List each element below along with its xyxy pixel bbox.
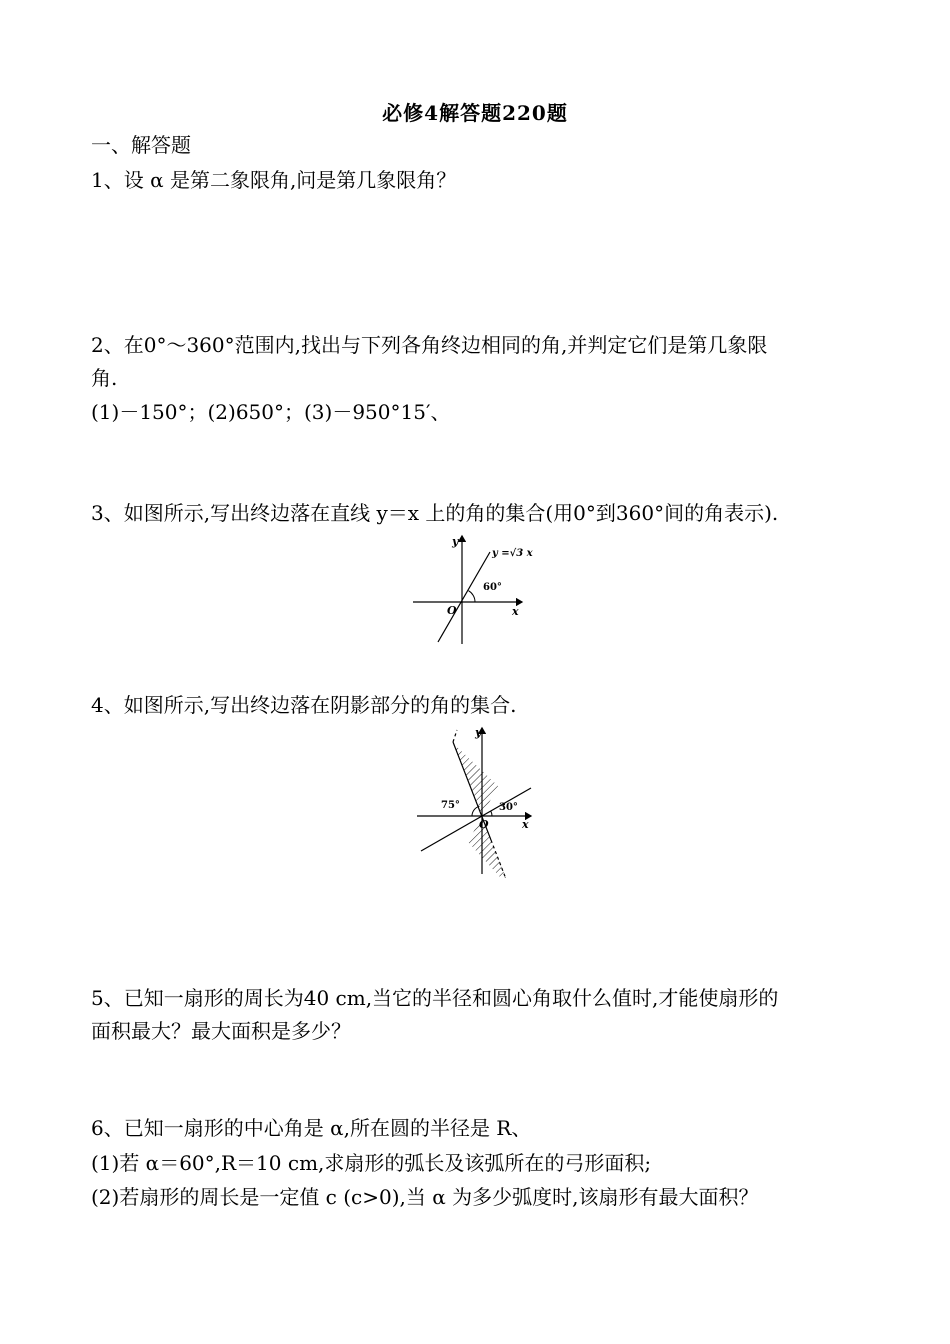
- y-axis-label: y: [452, 535, 459, 548]
- question-6-line-1: 6、已知一扇形的中心角是 α,所在圆的半径是 R、: [91, 1116, 532, 1140]
- line-y-sqrt3x: [438, 552, 490, 642]
- question-2-line-2: 角.: [91, 366, 118, 390]
- x-axis-label: x: [522, 818, 529, 831]
- figure-q4-shaded-region: [413, 722, 541, 878]
- page-title: 必修4解答题220题: [382, 101, 568, 125]
- figure-q3-coordinate-plane: [405, 530, 535, 648]
- boundary-line-75-dashed-top: [453, 730, 457, 742]
- angle-label-30: 30°: [499, 802, 518, 813]
- question-2-line-3: (1)－150°；(2)650°；(3)－950°15′、: [91, 400, 451, 424]
- angle-label: 60°: [483, 582, 502, 593]
- y-axis-label: y: [475, 726, 482, 739]
- question-1: 1、设 α 是第二象限角,问是第几象限角？: [91, 168, 457, 192]
- question-4: 4、如图所示,写出终边落在阴影部分的角的集合.: [91, 693, 517, 717]
- question-2-line-1: 2、在0°～360°范围内,找出与下列各角终边相同的角,并判定它们是第几象限: [91, 333, 768, 357]
- question-5-line-1: 5、已知一扇形的周长为40 cm,当它的半径和圆心角取什么值时,才能使扇形的: [91, 986, 779, 1010]
- angle-arc-30: [491, 811, 492, 816]
- shaded-region-lower: [468, 816, 510, 878]
- origin-label: O: [447, 604, 457, 617]
- origin-label: O: [479, 818, 489, 831]
- shaded-region-upper: [454, 744, 498, 816]
- question-6-line-2: (1)若 α＝60°,R＝10 cm,求扇形的弧长及该弧所在的弓形面积;: [91, 1151, 652, 1175]
- line-label: y =√3 x: [492, 548, 533, 559]
- question-3: 3、如图所示,写出终边落在直线 y＝x 上的角的集合(用0°到360°间的角表示).: [91, 501, 779, 525]
- x-axis-label: x: [512, 605, 519, 618]
- angle-arc: [469, 591, 476, 602]
- question-5-line-2: 面积最大？最大面积是多少？: [91, 1019, 351, 1043]
- angle-label-75: 75°: [441, 800, 460, 811]
- section-heading: 一、解答题: [91, 133, 191, 157]
- question-6-line-3: (2)若扇形的周长是一定值 c (c>0),当 α 为多少弧度时,该扇形有最大面积？: [91, 1185, 759, 1209]
